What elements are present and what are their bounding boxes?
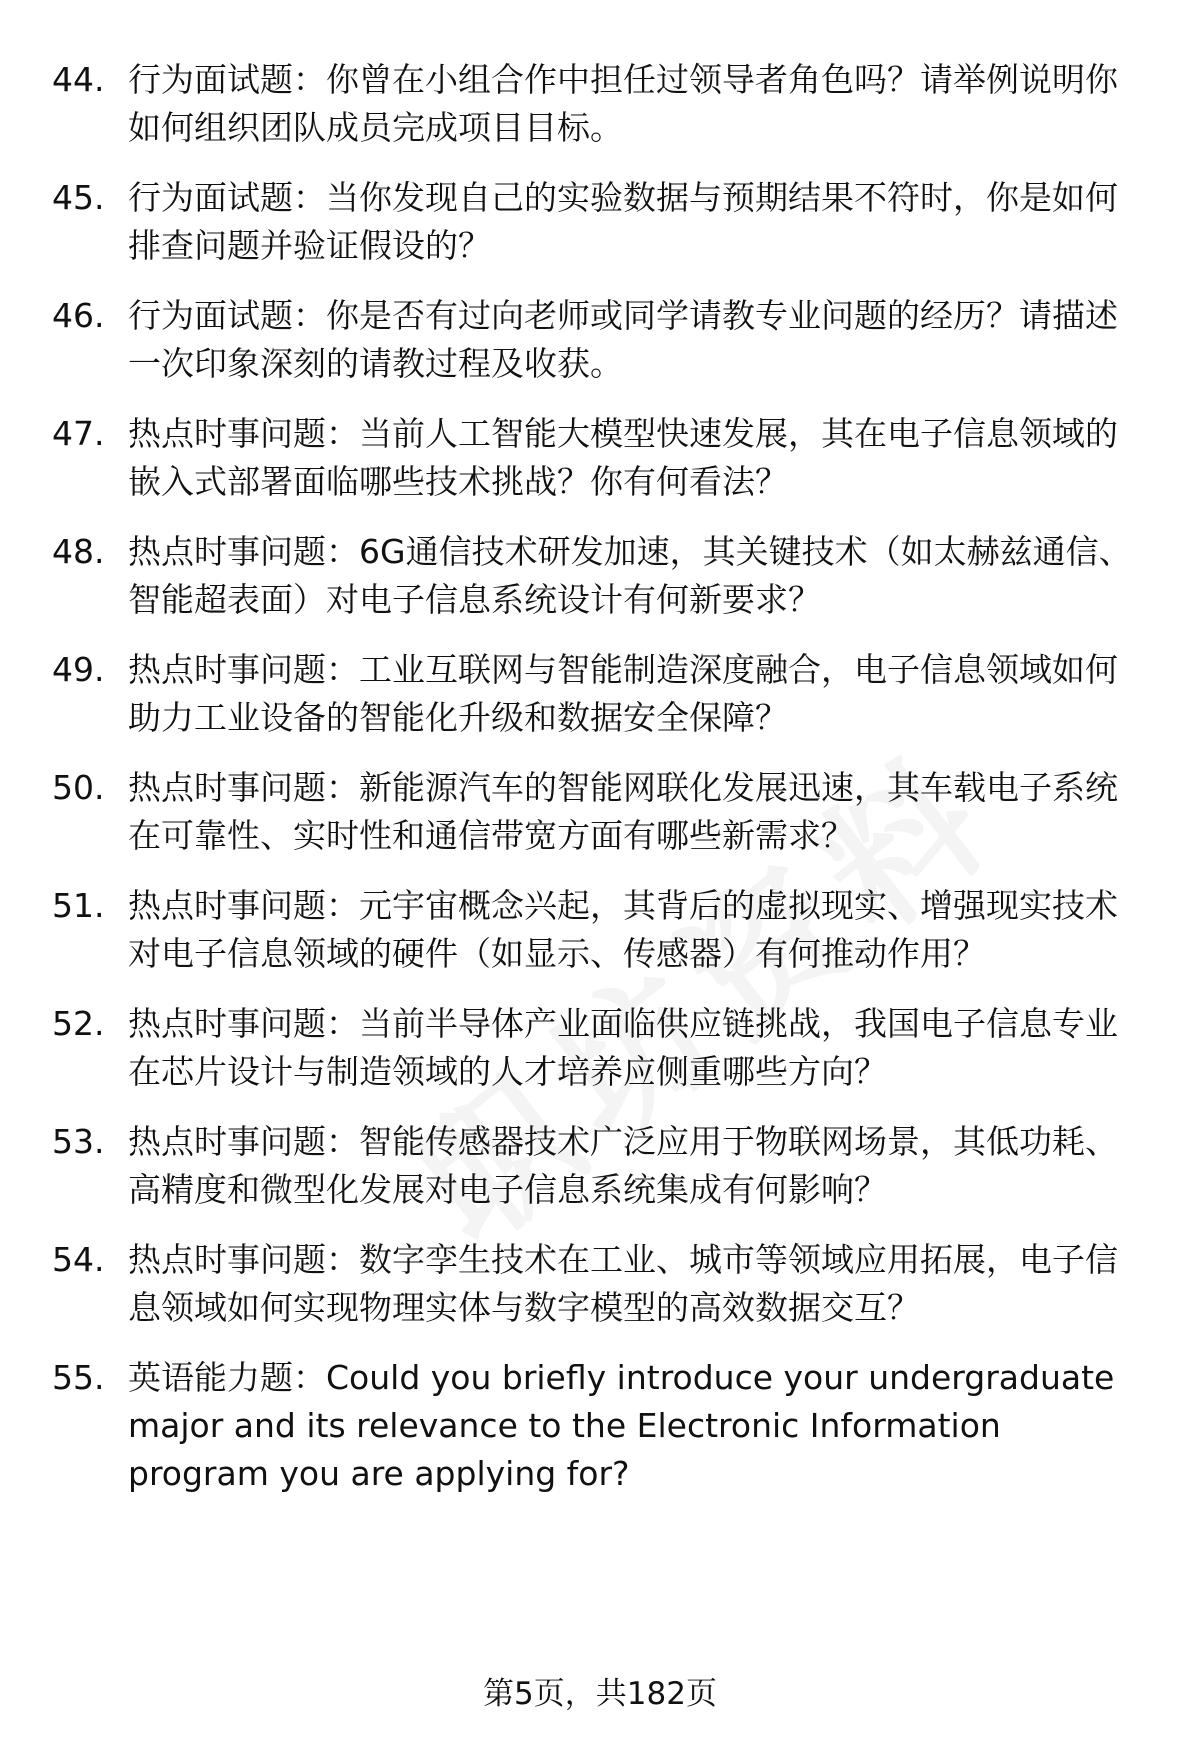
question-text: 行为面试题：当你发现自己的实验数据与预期结果不符时，你是如何排查问题并验证假设的？ bbox=[128, 178, 1118, 265]
question-number: 50. bbox=[52, 768, 105, 807]
question-text: 热点时事问题：工业互联网与智能制造深度融合，电子信息领域如何助力工业设备的智能化升级和数据安全保障？ bbox=[128, 650, 1118, 737]
question-item bbox=[0, 410, 1200, 510]
question-item bbox=[0, 56, 1200, 156]
question-text: 英语能力题：Could you briefly introduce your undergraduate major and its relevance to the Electronic Information program you are applying for? bbox=[128, 1358, 1115, 1493]
question-item bbox=[0, 174, 1200, 274]
question-text: 热点时事问题：数字孪生技术在工业、城市等领域应用拓展，电子信息领域如何实现物理实体与数字模型的高效数据交互？ bbox=[128, 1240, 1118, 1327]
watermark bbox=[310, 650, 1089, 1325]
question-number: 44. bbox=[52, 60, 105, 99]
question-item bbox=[0, 528, 1200, 628]
question-text: 热点时事问题：新能源汽车的智能网联化发展迅速，其车载电子系统在可靠性、实时性和通信带宽方面有哪些新需求？ bbox=[128, 768, 1118, 855]
question-text: 热点时事问题：智能传感器技术广泛应用于物联网场景，其低功耗、高精度和微型化发展对电子信息系统集成有何影响？ bbox=[128, 1122, 1118, 1209]
question-text: 行为面试题：你曾在小组合作中担任过领导者角色吗？请举例说明你如何组织团队成员完成项目目标。 bbox=[128, 60, 1118, 147]
question-item bbox=[0, 292, 1200, 392]
question-number: 53. bbox=[52, 1122, 105, 1161]
question-number: 47. bbox=[52, 414, 105, 453]
question-number: 49. bbox=[52, 650, 105, 689]
question-item bbox=[0, 1000, 1200, 1100]
question-text: 行为面试题：你是否有过向老师或同学请教专业问题的经历？请描述一次印象深刻的请教过程及收获。 bbox=[128, 296, 1118, 383]
question-text: 热点时事问题：当前人工智能大模型快速发展，其在电子信息领域的嵌入式部署面临哪些技术挑战？你有何看法？ bbox=[128, 414, 1118, 501]
question-text: 热点时事问题：元宇宙概念兴起，其背后的虚拟现实、增强现实技术对电子信息领域的硬件（如显示、传感器）有何推动作用？ bbox=[128, 886, 1118, 973]
question-number: 48. bbox=[52, 532, 105, 571]
question-number: 45. bbox=[52, 178, 105, 217]
question-text: 热点时事问题：6G通信技术研发加速，其关键技术（如太赫兹通信、智能超表面）对电子信息系统设计有何新要求？ bbox=[128, 532, 1132, 619]
question-item bbox=[0, 1236, 1200, 1336]
question-item bbox=[0, 882, 1200, 982]
question-item bbox=[0, 1354, 1200, 1504]
question-item bbox=[0, 1118, 1200, 1218]
question-text: 热点时事问题：当前半导体产业面临供应链挑战，我国电子信息专业在芯片设计与制造领域的人才培养应侧重哪些方向？ bbox=[128, 1004, 1118, 1091]
page-footer: 第5页，共182页 bbox=[483, 1676, 717, 1712]
question-number: 51. bbox=[52, 886, 105, 925]
question-number: 55. bbox=[52, 1358, 105, 1397]
question-number: 46. bbox=[52, 296, 105, 335]
question-item bbox=[0, 764, 1200, 864]
question-number: 54. bbox=[52, 1240, 105, 1279]
question-item bbox=[0, 646, 1200, 746]
question-number: 52. bbox=[52, 1004, 105, 1043]
